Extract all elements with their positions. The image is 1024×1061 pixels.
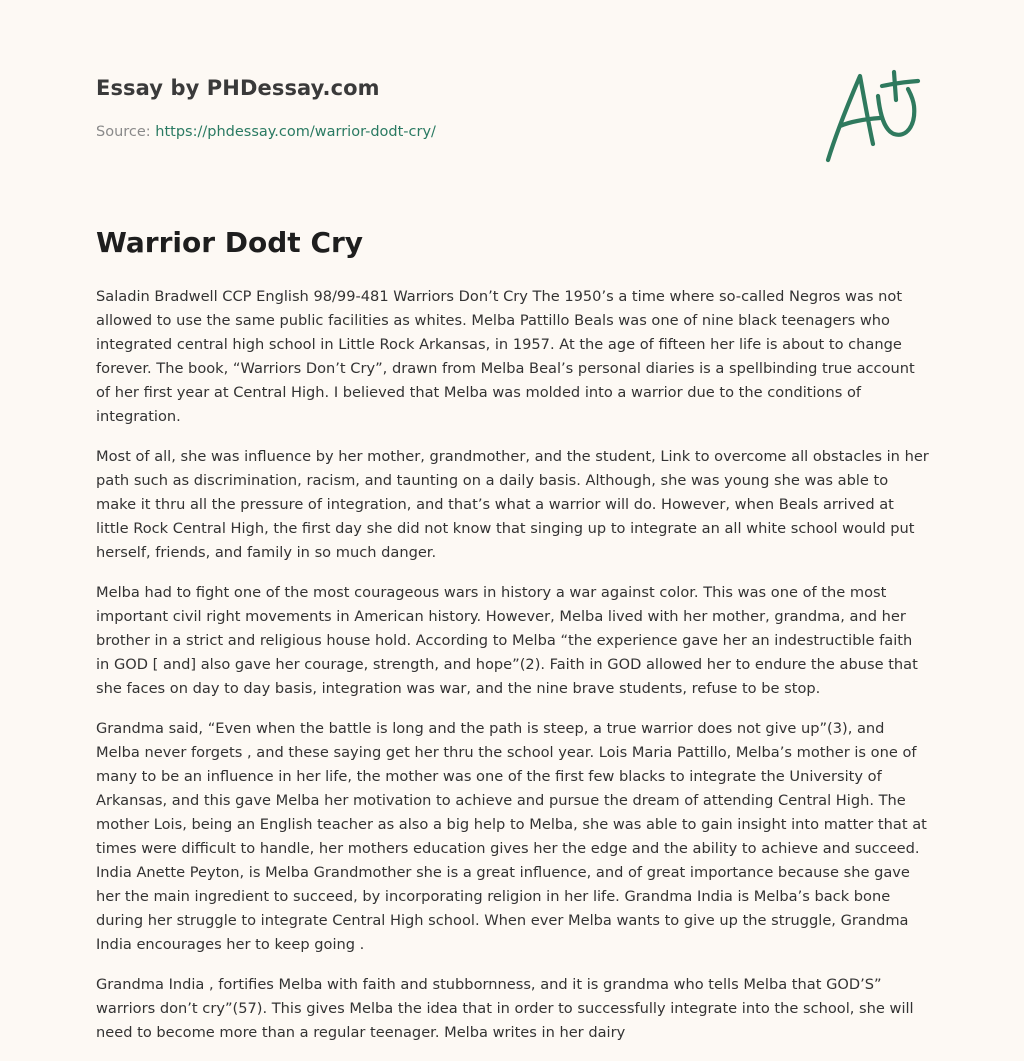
essay-paragraph: Melba had to fight one of the most courageous wars in history a war against color. This was one of the most important civil right movements in American history. However, Melba lived with her mother, grandma, and her brother in a strict and religious house hold. According to Melba “the experience gave her an indestructible faith in GOD [ and] also gave her courage, strength, and hope”(2). Faith in GOD allowed her to endure the abuse that she faces on day to day basis, integration was war, and the nine brave students, refuse to be stop.	[96, 584, 918, 697]
source-link[interactable]: https://phdessay.com/warrior-dodt-cry/	[155, 124, 436, 140]
essay-body	[96, 285, 930, 1061]
essay-paragraph: Grandma said, “Even when the battle is long and the path is steep, a true warrior does not give up”(3), and Melba never forgets , and these saying get her thru the school year. Lois Maria Pattillo, Melba’s mother is one of many to be an influence in her life, the mother was one of the first few blacks to integrate the University of Arkansas, and this gave Melba her motivation to achieve and pursue the dream of attending Central High. The mother Lois, being an English teacher as also a big help to Melba, she was able to gain insight into matter that at times were difficult to handle, her mothers education gives her the edge and the ability to achieve and succeed. India Anette Peyton, is Melba Grandmother she is a great influence, and of great importance because she gave her the main ingredient to succeed, by incorporating religion in her life. Grandma India is Melba’s back bone during her struggle to integrate Central High school. When ever Melba wants to give up the struggle, Grandma India encourages her to keep going .	[96, 720, 927, 953]
source-label: Source:	[96, 124, 156, 140]
essay-paragraph: Grandma India , fortifies Melba with faith and stubbornness, and it is grandma who tells Melba that GOD’S” warriors don’t cry”(57). This gives Melba the idea that in order to successfully integrate into the school, she will need to become more than a regular teenager. Melba writes in her dairy	[96, 976, 914, 1041]
essay-title: Warrior Dodt Cry	[96, 226, 364, 259]
essay-paragraph: Most of all, she was influence by her mother, grandmother, and the student, Link to overcome all obstacles in her path such as discrimination, racism, and taunting on a daily basis. Although, she was young she was able to make it thru all the pressure of integration, and that’s what a warrior will do. However, when Beals arrived at little Rock Central High, the first day she did not know that singing up to integrate an all white school would put herself, friends, and family in so much danger.	[96, 448, 929, 561]
a-plus-grade-icon	[820, 68, 930, 168]
source-line	[96, 124, 436, 140]
essay-paragraph: Saladin Bradwell CCP English 98/99-481 Warriors Don’t Cry The 1950’s a time where so-called Negros was not allowed to use the same public facilities as whites. Melba Pattillo Beals was one of nine black teenagers who integrated central high school in Little Rock Arkansas, in 1957. At the age of fifteen her life is about to change forever. The book, “Warriors Don’t Cry”, drawn from Melba Beal’s personal diaries is a spellbinding true account of her first year at Central High. I believed that Melba was molded into a warrior due to the conditions of integration.	[96, 288, 915, 425]
site-brand: Essay by PHDessay.com	[96, 76, 380, 100]
